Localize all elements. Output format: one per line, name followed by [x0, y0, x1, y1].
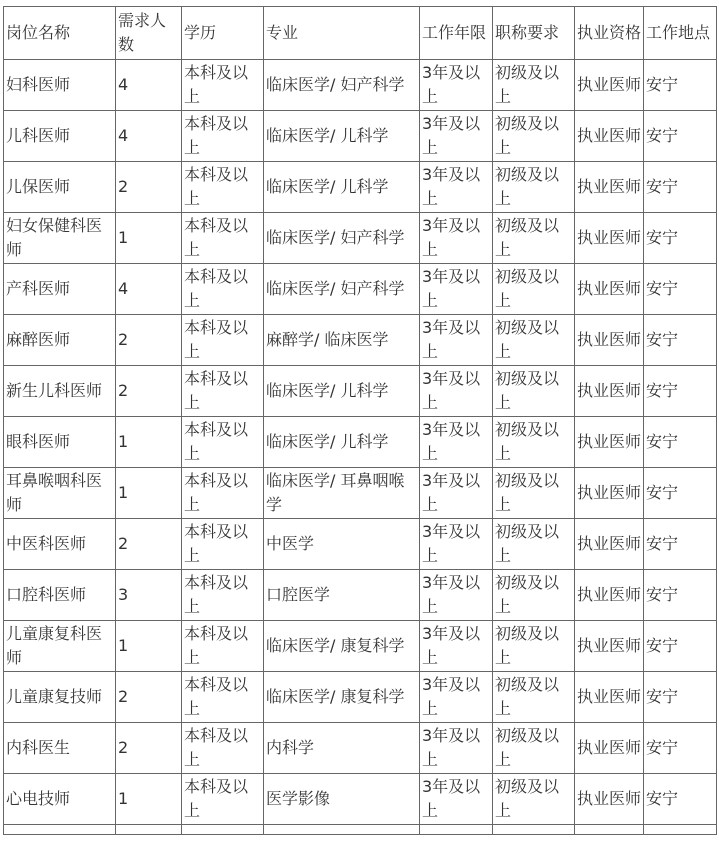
- cell-headcount: 4: [116, 264, 182, 315]
- cell-location: 安宁: [644, 213, 717, 264]
- table-row: [4, 723, 717, 774]
- table-row: [4, 417, 717, 468]
- cell-qualification: 执业医师: [575, 519, 644, 570]
- cell-qualification: 执业医师: [575, 162, 644, 213]
- cell-title-requirement: 初级及以上: [493, 519, 575, 570]
- cell-title-requirement: 初级及以上: [493, 570, 575, 621]
- cell-title-requirement: 初级及以上: [493, 468, 575, 519]
- header-experience: 工作年限: [420, 7, 493, 60]
- table-row: [4, 162, 717, 213]
- table-header-row: [4, 7, 717, 60]
- cell-headcount: 3: [116, 570, 182, 621]
- cell-qualification: 执业医师: [575, 315, 644, 366]
- cell-experience: 3年及以上: [420, 723, 493, 774]
- cell-major: 内科学: [264, 723, 420, 774]
- cell-title-requirement: 初级及以上: [493, 60, 575, 111]
- cell-experience: 3年及以上: [420, 774, 493, 825]
- cell-position: 口腔科医师: [4, 570, 116, 621]
- cell-location: 安宁: [644, 366, 717, 417]
- cell-education: 本科及以上: [182, 417, 264, 468]
- cell-experience: 3年及以上: [420, 621, 493, 672]
- cell-headcount: 2: [116, 315, 182, 366]
- cell-location: 安宁: [644, 468, 717, 519]
- cell-title-requirement: 初级及以上: [493, 672, 575, 723]
- cell-location: 安宁: [644, 570, 717, 621]
- table-row: [4, 366, 717, 417]
- cell-position: 儿保医师: [4, 162, 116, 213]
- cell-location: 安宁: [644, 60, 717, 111]
- cell-major: 中医学: [264, 519, 420, 570]
- cell-major: 临床医学/ 儿科学: [264, 417, 420, 468]
- cell-position: 产科医师: [4, 264, 116, 315]
- table-row: [4, 315, 717, 366]
- table-row: [4, 519, 717, 570]
- cell-education: 本科及以上: [182, 570, 264, 621]
- table-row: [4, 60, 717, 111]
- cell-position: 中医科医师: [4, 519, 116, 570]
- cell-major: 口腔医学: [264, 570, 420, 621]
- table-row: [4, 264, 717, 315]
- cell-experience: 3年及以上: [420, 264, 493, 315]
- cell-position: 内科医生: [4, 723, 116, 774]
- cell-qualification: 执业医师: [575, 417, 644, 468]
- cell-education: 本科及以上: [182, 468, 264, 519]
- cell-education: 本科及以上: [182, 213, 264, 264]
- cell-education: 本科及以上: [182, 264, 264, 315]
- recruitment-table: [3, 6, 717, 835]
- cell-headcount: 2: [116, 366, 182, 417]
- table-row-partial: [4, 825, 717, 835]
- cell-position: 妇科医师: [4, 60, 116, 111]
- cell-major: 医学影像: [264, 774, 420, 825]
- cell-location: 安宁: [644, 774, 717, 825]
- cell-qualification: 执业医师: [575, 723, 644, 774]
- cell-partial: [575, 825, 644, 835]
- cell-major: 临床医学/ 康复科学: [264, 672, 420, 723]
- cell-major: 临床医学/ 儿科学: [264, 162, 420, 213]
- cell-qualification: 执业医师: [575, 774, 644, 825]
- cell-partial: [644, 825, 717, 835]
- cell-qualification: 执业医师: [575, 570, 644, 621]
- cell-qualification: 执业医师: [575, 621, 644, 672]
- cell-education: 本科及以上: [182, 162, 264, 213]
- cell-location: 安宁: [644, 519, 717, 570]
- cell-headcount: 1: [116, 621, 182, 672]
- cell-major: 临床医学/ 康复科学: [264, 621, 420, 672]
- cell-partial: [4, 825, 116, 835]
- header-headcount: 需求人数: [116, 7, 182, 60]
- header-qualification: 执业资格: [575, 7, 644, 60]
- header-education: 学历: [182, 7, 264, 60]
- cell-title-requirement: 初级及以上: [493, 315, 575, 366]
- cell-partial: [116, 825, 182, 835]
- cell-position: 耳鼻喉咽科医师: [4, 468, 116, 519]
- cell-experience: 3年及以上: [420, 315, 493, 366]
- table-row: [4, 111, 717, 162]
- cell-education: 本科及以上: [182, 672, 264, 723]
- cell-location: 安宁: [644, 672, 717, 723]
- cell-education: 本科及以上: [182, 519, 264, 570]
- cell-qualification: 执业医师: [575, 672, 644, 723]
- header-title-requirement: 职称要求: [493, 7, 575, 60]
- cell-position: 妇女保健科医师: [4, 213, 116, 264]
- cell-qualification: 执业医师: [575, 366, 644, 417]
- cell-position: 儿科医师: [4, 111, 116, 162]
- cell-major: 临床医学/ 儿科学: [264, 111, 420, 162]
- header-position: 岗位名称: [4, 7, 116, 60]
- cell-partial: [420, 825, 493, 835]
- header-location: 工作地点: [644, 7, 717, 60]
- table-row: [4, 672, 717, 723]
- cell-major: 麻醉学/ 临床医学: [264, 315, 420, 366]
- table-row: [4, 468, 717, 519]
- cell-major: 临床医学/ 妇产科学: [264, 60, 420, 111]
- cell-headcount: 1: [116, 468, 182, 519]
- cell-experience: 3年及以上: [420, 417, 493, 468]
- table-row: [4, 213, 717, 264]
- table-row: [4, 570, 717, 621]
- cell-headcount: 2: [116, 672, 182, 723]
- cell-headcount: 1: [116, 774, 182, 825]
- cell-location: 安宁: [644, 417, 717, 468]
- cell-experience: 3年及以上: [420, 162, 493, 213]
- cell-qualification: 执业医师: [575, 111, 644, 162]
- cell-title-requirement: 初级及以上: [493, 774, 575, 825]
- cell-location: 安宁: [644, 111, 717, 162]
- cell-position: 麻醉医师: [4, 315, 116, 366]
- cell-title-requirement: 初级及以上: [493, 621, 575, 672]
- cell-partial: [182, 825, 264, 835]
- cell-position: 心电技师: [4, 774, 116, 825]
- cell-position: 儿童康复科医师: [4, 621, 116, 672]
- cell-experience: 3年及以上: [420, 213, 493, 264]
- cell-experience: 3年及以上: [420, 570, 493, 621]
- cell-title-requirement: 初级及以上: [493, 264, 575, 315]
- cell-headcount: 4: [116, 60, 182, 111]
- cell-major: 临床医学/ 妇产科学: [264, 213, 420, 264]
- header-major: 专业: [264, 7, 420, 60]
- cell-experience: 3年及以上: [420, 60, 493, 111]
- cell-title-requirement: 初级及以上: [493, 213, 575, 264]
- cell-headcount: 2: [116, 519, 182, 570]
- cell-partial: [493, 825, 575, 835]
- cell-headcount: 4: [116, 111, 182, 162]
- cell-title-requirement: 初级及以上: [493, 111, 575, 162]
- cell-major: 临床医学/ 儿科学: [264, 366, 420, 417]
- cell-qualification: 执业医师: [575, 468, 644, 519]
- cell-location: 安宁: [644, 264, 717, 315]
- cell-headcount: 1: [116, 417, 182, 468]
- cell-title-requirement: 初级及以上: [493, 162, 575, 213]
- cell-education: 本科及以上: [182, 774, 264, 825]
- cell-major: 临床医学/ 耳鼻咽喉学: [264, 468, 420, 519]
- cell-title-requirement: 初级及以上: [493, 723, 575, 774]
- cell-location: 安宁: [644, 621, 717, 672]
- cell-education: 本科及以上: [182, 315, 264, 366]
- cell-position: 新生儿科医师: [4, 366, 116, 417]
- cell-major: 临床医学/ 妇产科学: [264, 264, 420, 315]
- cell-experience: 3年及以上: [420, 111, 493, 162]
- cell-headcount: 2: [116, 723, 182, 774]
- cell-qualification: 执业医师: [575, 213, 644, 264]
- cell-qualification: 执业医师: [575, 60, 644, 111]
- cell-partial: [264, 825, 420, 835]
- cell-headcount: 1: [116, 213, 182, 264]
- cell-position: 眼科医师: [4, 417, 116, 468]
- cell-location: 安宁: [644, 162, 717, 213]
- cell-education: 本科及以上: [182, 60, 264, 111]
- cell-title-requirement: 初级及以上: [493, 417, 575, 468]
- cell-location: 安宁: [644, 315, 717, 366]
- cell-qualification: 执业医师: [575, 264, 644, 315]
- cell-experience: 3年及以上: [420, 672, 493, 723]
- cell-headcount: 2: [116, 162, 182, 213]
- cell-title-requirement: 初级及以上: [493, 366, 575, 417]
- cell-education: 本科及以上: [182, 111, 264, 162]
- cell-experience: 3年及以上: [420, 519, 493, 570]
- cell-education: 本科及以上: [182, 723, 264, 774]
- cell-location: 安宁: [644, 723, 717, 774]
- cell-experience: 3年及以上: [420, 366, 493, 417]
- table-row: [4, 774, 717, 825]
- cell-position: 儿童康复技师: [4, 672, 116, 723]
- cell-experience: 3年及以上: [420, 468, 493, 519]
- cell-education: 本科及以上: [182, 366, 264, 417]
- cell-education: 本科及以上: [182, 621, 264, 672]
- table-row: [4, 621, 717, 672]
